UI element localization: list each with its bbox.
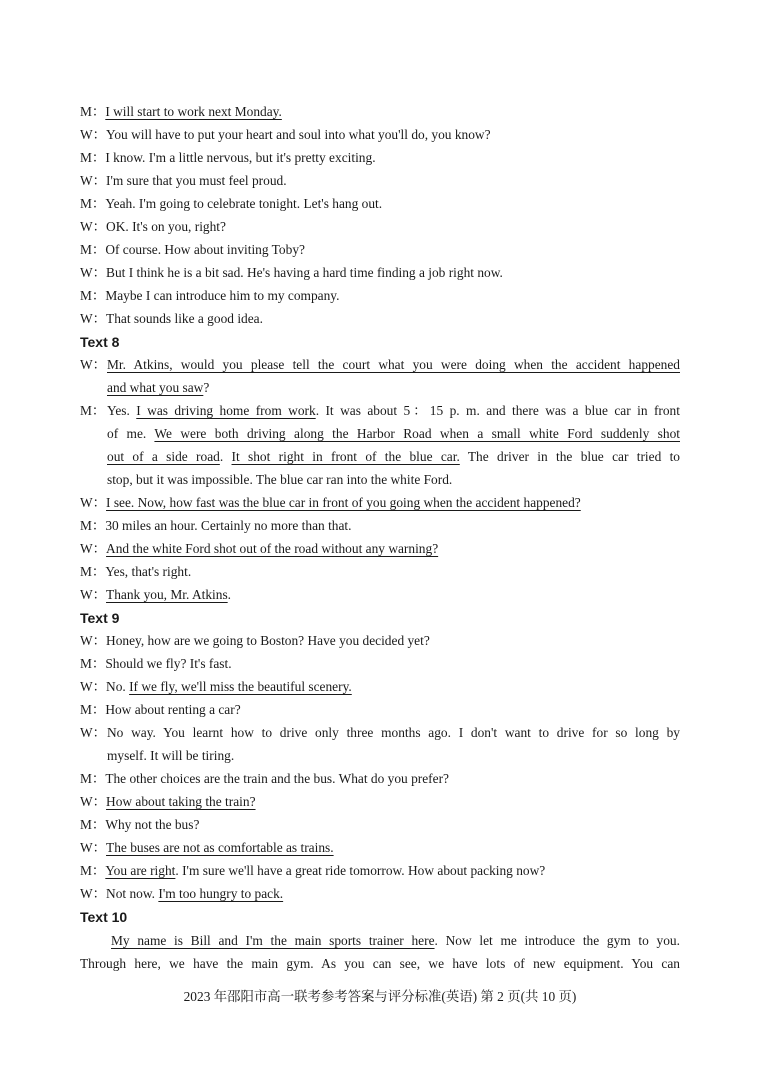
dialogue-continuation: of me. We were both driving along the Harbor Road when a small white Ford suddenly shot — [107, 426, 680, 441]
dialogue-line: M：You are right. I'm sure we'll have a great ride tomorrow. How about packing now? — [80, 863, 546, 878]
dialogue-line: W：Thank you, Mr. Atkins. — [80, 587, 232, 602]
dialogue-continuation: myself. It will be tiring. — [107, 748, 235, 763]
dialogue-line: W：The buses are not as comfortable as trains. — [80, 840, 334, 855]
dialogue-text: Yes. I was driving home from work. It was about 5：15 p. m. and there was a blue car in front — [107, 403, 680, 418]
dialogue-line: W：Honey, how are we going to Boston? Have you decided yet? — [80, 633, 430, 648]
page-footer: 2023 年邵阳市高一联考参考答案与评分标准(英语) 第 2 页(共 10 页) — [183, 989, 577, 1004]
dialogue-line: W：But I think he is a bit sad. He's having a hard time finding a job right now. — [80, 265, 503, 280]
underlined-answer: Mr. Atkins, would you please tell the court what you were doing when the accident happened — [107, 357, 680, 372]
dialogue-line: M： — [80, 403, 106, 418]
paragraph-line: Through here, we have the main gym. As you can see, we have lots of new equipment. You can — [80, 956, 680, 971]
dialogue-line: W：Not now. I'm too hungry to pack. — [80, 886, 284, 901]
dialogue-line: M：Maybe I can introduce him to my company. — [80, 288, 340, 303]
dialogue-text: No way. You learnt how to drive only three months ago. I don't want to drive for so long by — [107, 725, 680, 740]
dialogue-line: W：No. If we fly, we'll miss the beautiful scenery. — [80, 679, 352, 694]
dialogue-line: M：The other choices are the train and the bus. What do you prefer? — [80, 771, 449, 786]
dialogue-line: M：How about renting a car? — [80, 702, 241, 717]
dialogue-line: W：How about taking the train? — [80, 794, 256, 809]
dialogue-line: W：And the white Ford shot out of the road without any warning? — [80, 541, 439, 556]
dialogue-line: M：I know. I'm a little nervous, but it's pretty exciting. — [80, 150, 376, 165]
dialogue-line: W：OK. It's on you, right? — [80, 219, 226, 234]
dialogue-line: M：Of course. How about inviting Toby? — [80, 242, 305, 257]
section-heading-text8: Text 8 — [80, 334, 120, 350]
underlined-answer: I will start to work next Monday. — [105, 104, 282, 119]
dialogue-continuation: and what you saw? — [107, 380, 210, 395]
dialogue-line: M：Yeah. I'm going to celebrate tonight. Let's hang out. — [80, 196, 383, 211]
dialogue-line: M：Yes, that's right. — [80, 564, 192, 579]
dialogue-continuation: stop, but it was impossible. The blue car ran into the white Ford. — [107, 472, 453, 487]
dialogue-line: W：I'm sure that you must feel proud. — [80, 173, 287, 188]
dialogue-line: M：I will start to work next Monday. — [80, 104, 282, 119]
section-heading-text9: Text 9 — [80, 610, 120, 626]
dialogue-line: M：30 miles an hour. Certainly no more than that. — [80, 518, 352, 533]
paragraph-line: My name is Bill and I'm the main sports trainer here. Now let me introduce the gym to you. — [111, 933, 680, 948]
dialogue-line: M：Why not the bus? — [80, 817, 200, 832]
dialogue-continuation: out of a side road. It shot right in front of the blue car. The driver in the blue car tried to — [107, 449, 680, 464]
dialogue-line: W：You will have to put your heart and soul into what you'll do, you know? — [80, 127, 491, 142]
dialogue-line: M：Should we fly? It's fast. — [80, 656, 232, 671]
dialogue-line: W： — [80, 725, 107, 740]
dialogue-line: W：I see. Now, how fast was the blue car in front of you going when the accident happened? — [80, 495, 581, 510]
dialogue-line: W：That sounds like a good idea. — [80, 311, 263, 326]
section-heading-text10: Text 10 — [80, 909, 128, 925]
dialogue-line: W： — [80, 357, 107, 372]
